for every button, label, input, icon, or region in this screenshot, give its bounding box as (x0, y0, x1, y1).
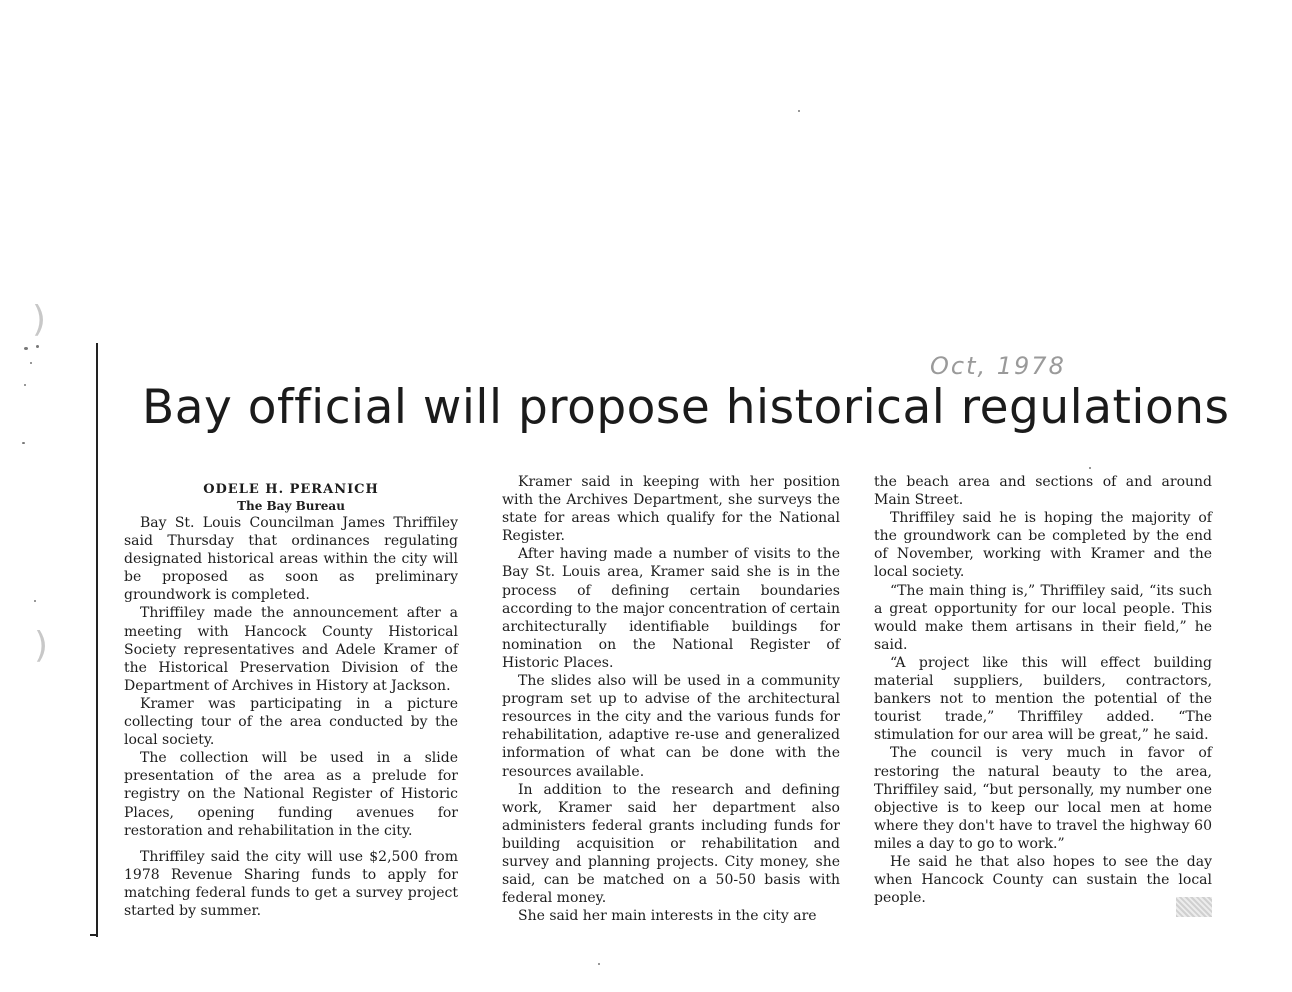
scan-speck (34, 600, 36, 602)
article-column-2 (502, 473, 840, 925)
scan-speck (22, 442, 25, 444)
article-column-3 (874, 473, 1212, 907)
scan-mark: ) (34, 625, 49, 666)
paragraph: He said he that also hopes to see the day when Hancock County can sustain the local people. (874, 853, 1212, 907)
scan-speck (24, 384, 26, 386)
paragraph: “A project like this will effect building material suppliers, builders, contractors, bankers not to mention the potential of the tourist trade,” Thriffiley added. “The stimulation for our area will be great,” he said. (874, 654, 1212, 744)
scan-mark: ) (32, 299, 47, 340)
headline: Bay official will propose historical regulations (142, 380, 1230, 435)
paragraph: In addition to the research and defining work, Kramer said her department also administers federal grants including funds for building acquisition or rehabilitation and survey and planning projects. City money, she said, can be matched on a 50-50 basis with federal money. (502, 781, 840, 907)
scan-speck (798, 110, 800, 112)
scan-speck (1089, 467, 1091, 469)
paragraph: Bay St. Louis Councilman James Thriffiley said Thursday that ordinances regulating designated historical areas within the city will be proposed as soon as preliminary groundwork is completed. (124, 515, 458, 604)
paragraph: The slides also will be used in a community program set up to advise of the architectural resources in the city and the various funds for rehabilitation, adaptive re-use and generalized information of what can be done with the resources available. (502, 673, 840, 780)
paragraph: Kramer said in keeping with her position with the Archives Department, she surveys the state for areas which qualify for the National Register. (502, 474, 840, 545)
paragraph: Thriffiley made the announcement after a meeting with Hancock County Historical Society representatives and Adele Kramer of the Historical Preservation Division of the Department of Archives in History at Jackson. (124, 605, 458, 694)
paragraph: The collection will be used in a slide presentation of the area as a prelude for registry on the National Register of Historic Places, opening funding avenues for restoration and rehabilitation in the city. (124, 750, 458, 839)
column-rule (96, 343, 98, 937)
paragraph: “The main thing is,” Thriffiley said, “its such a great opportunity for our local people. This would make them artisans in their field,” he said. (874, 582, 1212, 653)
scan-speck (24, 347, 28, 350)
paragraph: Thriffiley said he is hoping the majority of the groundwork can be completed by the end of November, working with Kramer and the local society. (874, 510, 1212, 581)
ink-smudge (1176, 897, 1212, 917)
paragraph: the beach area and sections of and around Main Street. (874, 474, 1212, 509)
paragraph: After having made a number of visits to the Bay St. Louis area, Kramer said she is in the process of defining certain boundaries according to the major concentration of certain architecturally identifiable buildings for nomination on the National Register of Historic Places. (502, 546, 840, 671)
scan-speck (598, 963, 600, 965)
scan-speck (36, 345, 39, 348)
paragraph: Kramer was participating in a picture collecting tour of the area conducted by the local society. (124, 695, 458, 749)
scan-speck (30, 362, 32, 364)
handwritten-date-note: Oct, 1978 (930, 352, 1066, 380)
article-column-1 (124, 473, 458, 920)
column-rule-tick (90, 934, 98, 936)
paragraph: She said her main interests in the city are (518, 908, 817, 925)
paragraph: The council is very much in favor of restoring the natural beauty to the area, Thriffiley said, “but personally, my number one objective is to keep our local men at home where they don't have to travel the highway 60 miles a day to go to work.” (874, 745, 1212, 852)
bureau-line: The Bay Bureau (237, 499, 345, 513)
paragraph: Thriffiley said the city will use $2,500 from 1978 Revenue Sharing funds to apply for matching federal funds to get a survey project started by summer. (124, 848, 458, 919)
byline: ODELE H. PERANICH (203, 482, 379, 497)
